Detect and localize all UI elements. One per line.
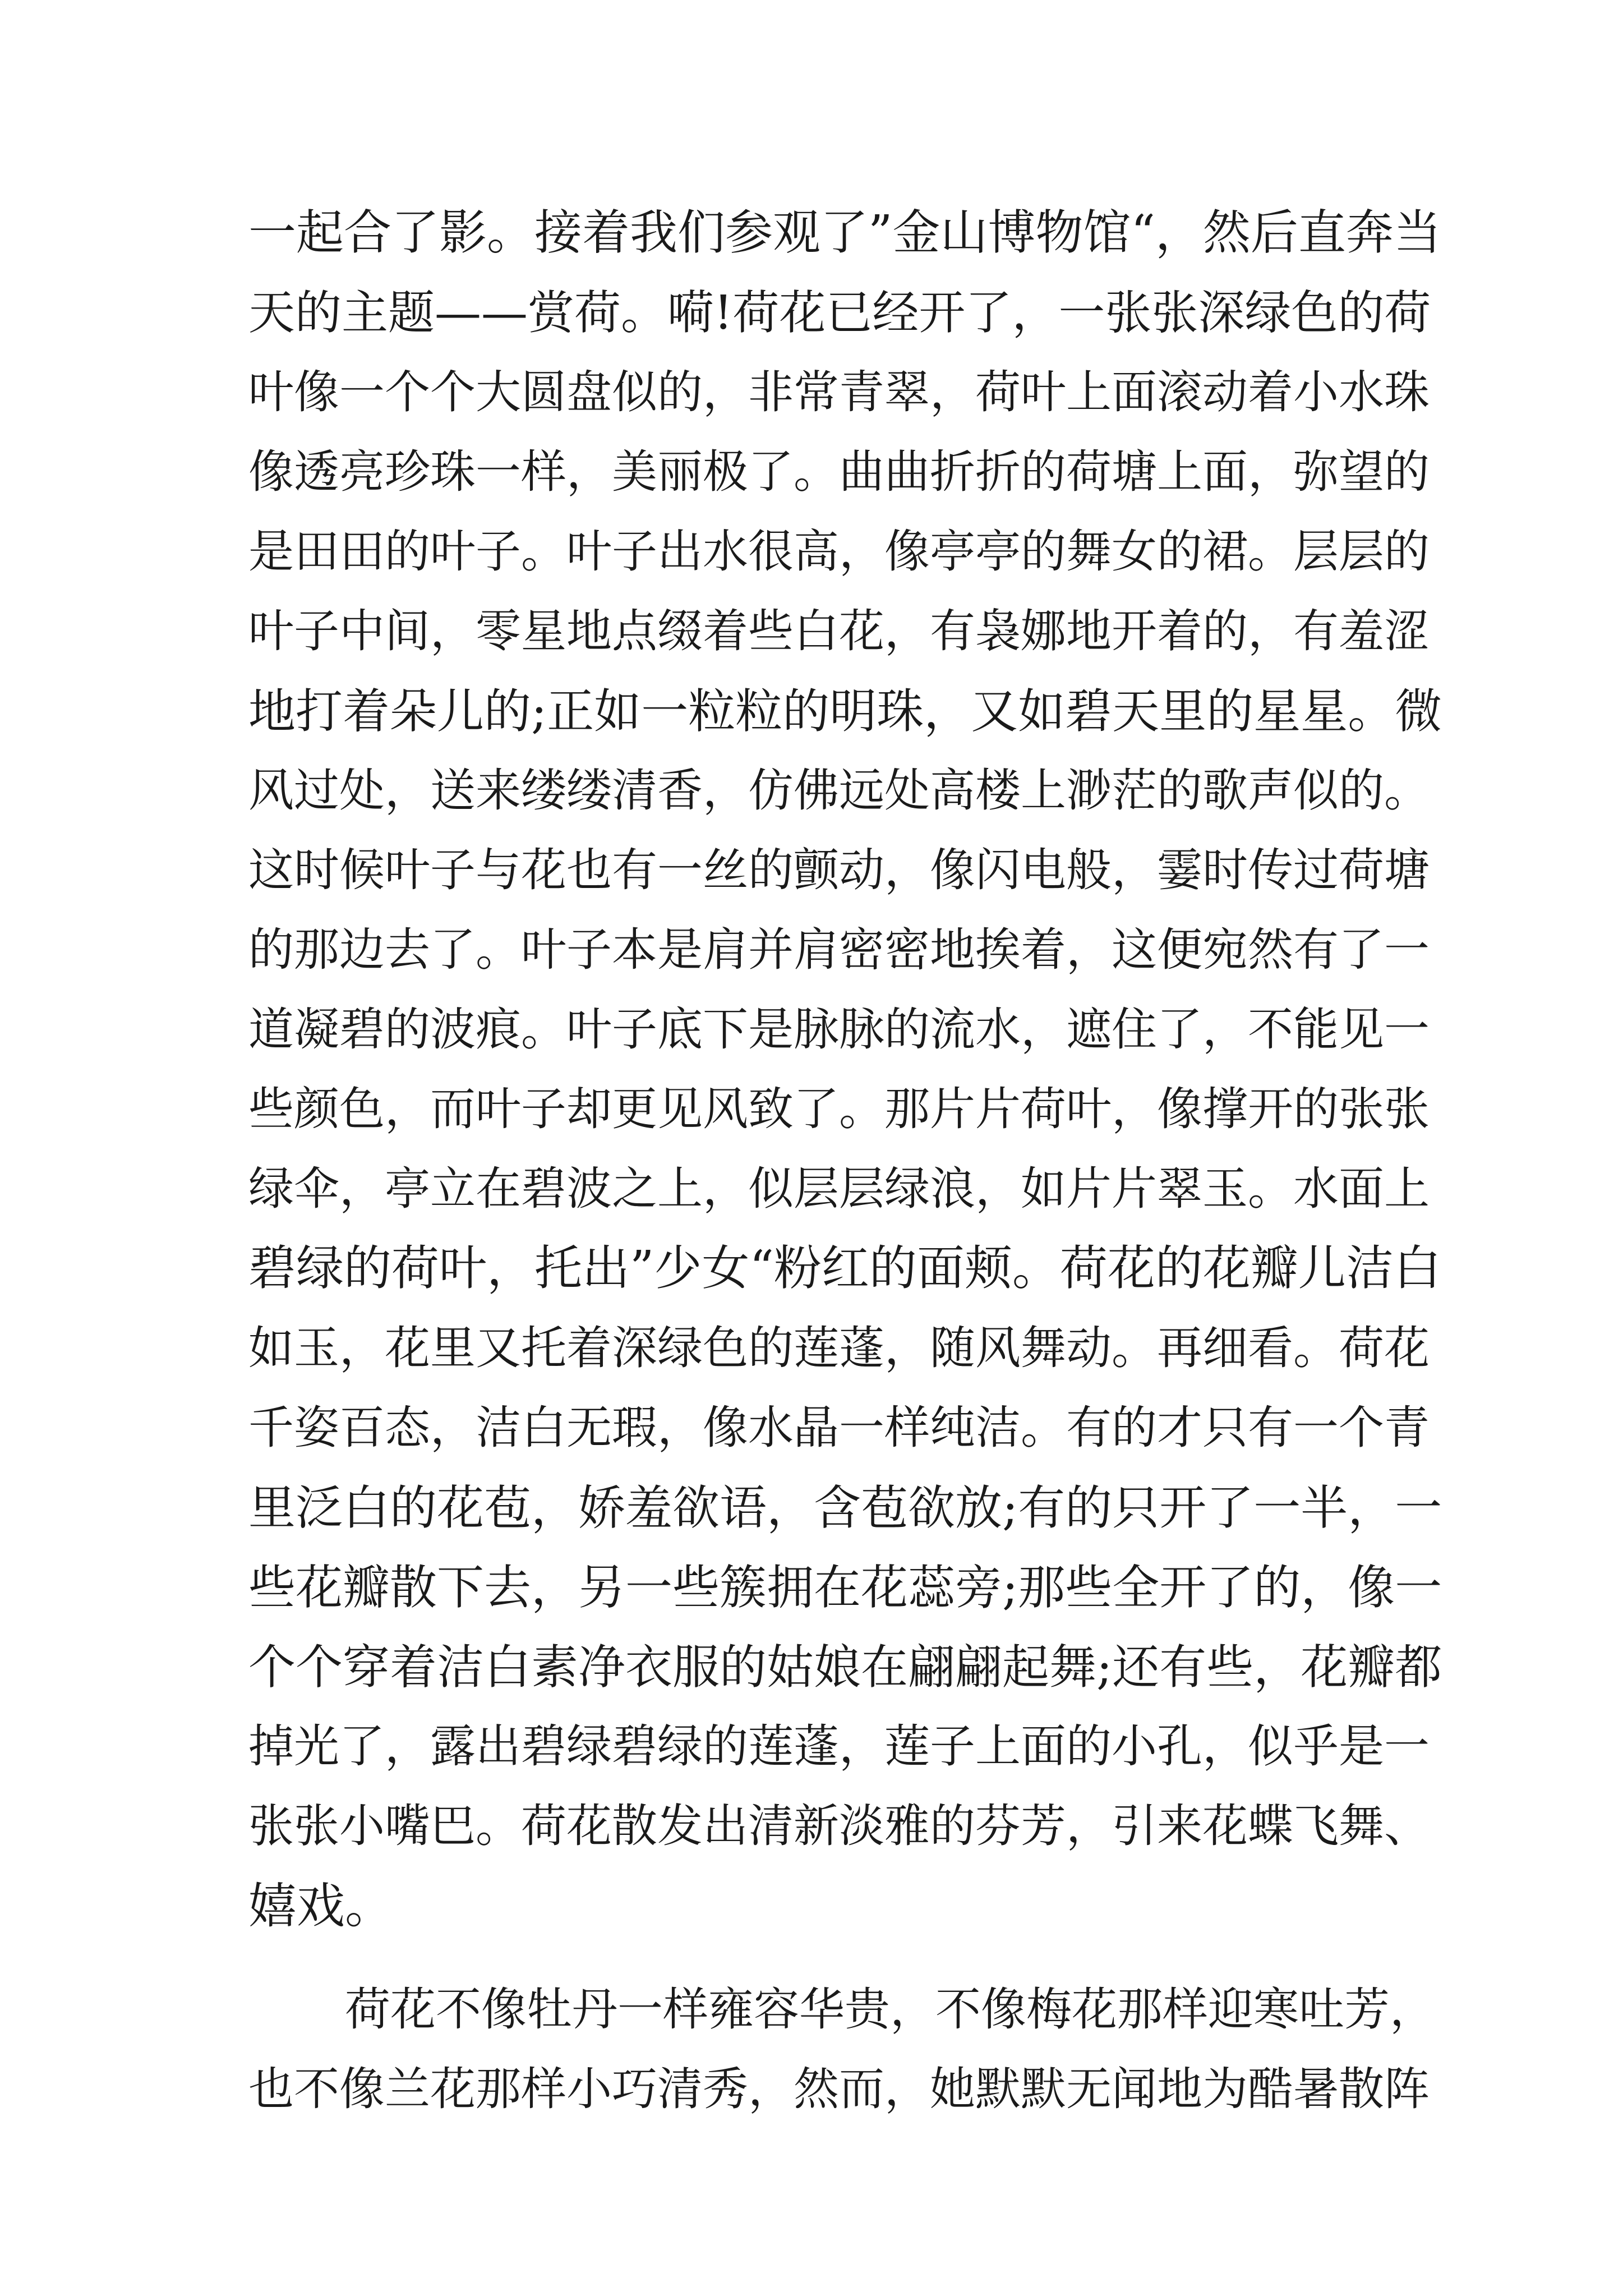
text-line: 天的主题——赏荷。嗬!荷花已经开了，一张张深绿色的荷 bbox=[248, 286, 1431, 340]
text-line: 一起合了影。接着我们参观了”金山博物馆“，然后直奔当 bbox=[248, 205, 1441, 261]
paragraph-2 bbox=[248, 1970, 1436, 2129]
text-line: 些花瓣散下去，另一些簇拥在花蕊旁;那些全开了的，像一 bbox=[248, 1560, 1442, 1615]
text-line: 嬉戏。 bbox=[248, 1878, 393, 1934]
body-text bbox=[248, 194, 1442, 2129]
text-line: 些颜色，而叶子却更见风致了。那片片荷叶，像撑开的张张 bbox=[248, 1083, 1430, 1136]
text-line: 掉光了，露出碧绿碧绿的莲蓬，莲子上面的小孔，似乎是一 bbox=[248, 1720, 1430, 1773]
text-line: 千姿百态，洁白无瑕，像水晶一样纯洁。有的才只有一个青 bbox=[248, 1402, 1430, 1455]
text-line: 里泛白的花苞，娇羞欲语，含苞欲放;有的只开了一半，一 bbox=[248, 1480, 1442, 1535]
text-line: 叶像一个个大圆盘似的，非常青翠，荷叶上面滚动着小水珠 bbox=[248, 366, 1430, 419]
text-line: 风过处，送来缕缕清香，仿佛远处高楼上渺茫的歌声似的。 bbox=[248, 765, 1430, 817]
text-line: 个个穿着洁白素净衣服的姑娘在翩翩起舞;还有些，花瓣都 bbox=[248, 1640, 1442, 1695]
paragraph-1 bbox=[248, 194, 1442, 1946]
text-line: 如玉，花里又托着深绿色的莲蓬，随风舞动。再细看。荷花 bbox=[248, 1322, 1430, 1375]
text-line: 也不像兰花那样小巧清秀，然而，她默默无闻地为酷暑散阵 bbox=[248, 2063, 1430, 2116]
paragraph-spacer bbox=[248, 1946, 1426, 1970]
text-line: 碧绿的荷叶，托出”少女“粉红的面颊。荷花的花瓣儿洁白 bbox=[248, 1241, 1441, 1296]
text-line: 是田田的叶子。叶子出水很高，像亭亭的舞女的裙。层层的 bbox=[248, 526, 1430, 578]
text-line: 叶子中间，零星地点缀着些白花，有袅娜地开着的，有羞涩 bbox=[248, 605, 1430, 658]
text-line: 绿伞，亭立在碧波之上，似层层绿浪，如片片翠玉。水面上 bbox=[248, 1163, 1430, 1216]
text-line: 地打着朵儿的;正如一粒粒的明珠，又如碧天里的星星。微 bbox=[248, 684, 1442, 739]
text-line: 像透亮珍珠一样，美丽极了。曲曲折折的荷塘上面，弥望的 bbox=[248, 446, 1430, 499]
text-line: 道凝碧的波痕。叶子底下是脉脉的流水，遮住了，不能见一 bbox=[248, 1004, 1430, 1056]
text-line: 这时候叶子与花也有一丝的颤动，像闪电般，霎时传过荷塘 bbox=[248, 844, 1430, 897]
text-line: 张张小嘴巴。荷花散发出清新淡雅的芬芳，引来花蝶飞舞、 bbox=[248, 1800, 1430, 1853]
text-line: 荷花不像牡丹一样雍容华贵，不像梅花那样迎寒吐芳， bbox=[345, 1984, 1436, 2036]
text-line: 的那边去了。叶子本是肩并肩密密地挨着，这便宛然有了一 bbox=[248, 924, 1430, 977]
